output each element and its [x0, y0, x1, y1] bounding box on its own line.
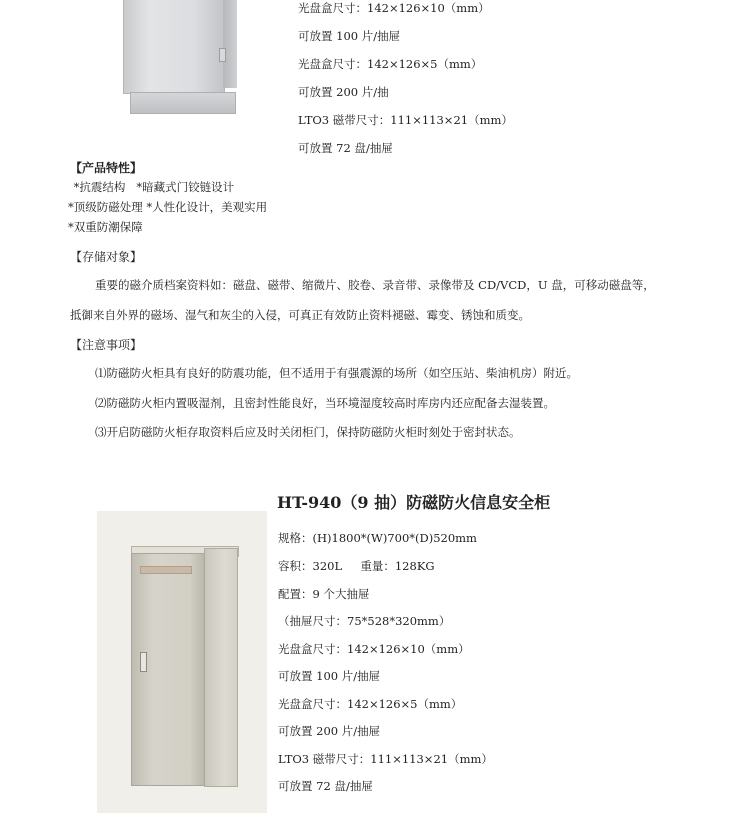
- notes-heading: 【注意事项】: [70, 338, 143, 352]
- spec-line: 光盘盒尺寸：142×126×10（mm）: [278, 642, 470, 656]
- cabinet-top-body: [123, 0, 225, 94]
- storage-paragraph-line: 抵御来自外界的磁场、湿气和灰尘的入侵，可真正有效防止资料褪磁、霉变、锈蚀和质变。: [70, 308, 530, 322]
- cabinet-top-base: [130, 92, 236, 114]
- spec-line: 可放置 72 盘/抽屉: [298, 141, 393, 155]
- note-item: ⑶开启防磁防火柜存取资料后应及时关闭柜门，保持防磁防火柜时刻处于密封状态。: [95, 425, 521, 439]
- spec-line: LTO3 磁带尺寸：111×113×21（mm）: [298, 113, 513, 127]
- spec-line: 配置：9 个大抽屉: [278, 587, 370, 601]
- spec-line: 可放置 72 盘/抽屉: [278, 779, 373, 793]
- cabinet-top-side: [223, 0, 237, 88]
- spec-line: 可放置 100 片/抽屉: [278, 669, 381, 683]
- features-heading: 【产品特性】: [70, 161, 143, 175]
- spec-line: LTO3 磁带尺寸：111×113×21（mm）: [278, 752, 493, 766]
- feature-line: *双重防潮保障: [68, 220, 143, 234]
- product-title: HT-940（9 抽）防磁防火信息安全柜: [277, 493, 551, 512]
- cabinet-top-handle: [219, 48, 226, 62]
- spec-line: 可放置 100 片/抽屉: [298, 29, 401, 43]
- spec-line: 规格：(H)1800*(W)700*(D)520mm: [278, 531, 477, 545]
- spec-line: （抽屉尺寸：75*528*320mm）: [278, 614, 451, 628]
- storage-paragraph-line: 重要的磁介质档案资料如：磁盘、磁带、缩微片、胶卷、录音带、录像带及 CD/VCD，U 盘，可移动磁盘等，: [95, 278, 655, 292]
- cabinet-side-panel: [204, 548, 238, 787]
- feature-line: *顶级防磁处理 *人性化设计，美观实用: [68, 200, 268, 214]
- cabinet-nameplate: [140, 566, 192, 574]
- spec-line: 容积：320L 重量：128KG: [278, 559, 435, 573]
- spec-line: 光盘盒尺寸：142×126×5（mm）: [298, 57, 483, 71]
- spec-line: 光盘盒尺寸：142×126×10（mm）: [298, 1, 490, 15]
- spec-line: 可放置 200 片/抽屉: [278, 724, 381, 738]
- spec-line: 可放置 200 片/抽: [298, 85, 389, 99]
- spec-line: 光盘盒尺寸：142×126×5（mm）: [278, 697, 463, 711]
- note-item: ⑵防磁防火柜内置吸湿剂，且密封性能良好，当环境湿度较高时库房内还应配备去湿装置。: [95, 396, 555, 410]
- storage-heading: 【存储对象】: [70, 250, 143, 264]
- cabinet-handle: [140, 652, 147, 672]
- note-item: ⑴防磁防火柜具有良好的防震功能，但不适用于有强震源的场所（如空压站、柴油机房）附近。: [95, 366, 578, 380]
- feature-line: *抗震结构 *暗藏式门铰链设计: [70, 180, 235, 194]
